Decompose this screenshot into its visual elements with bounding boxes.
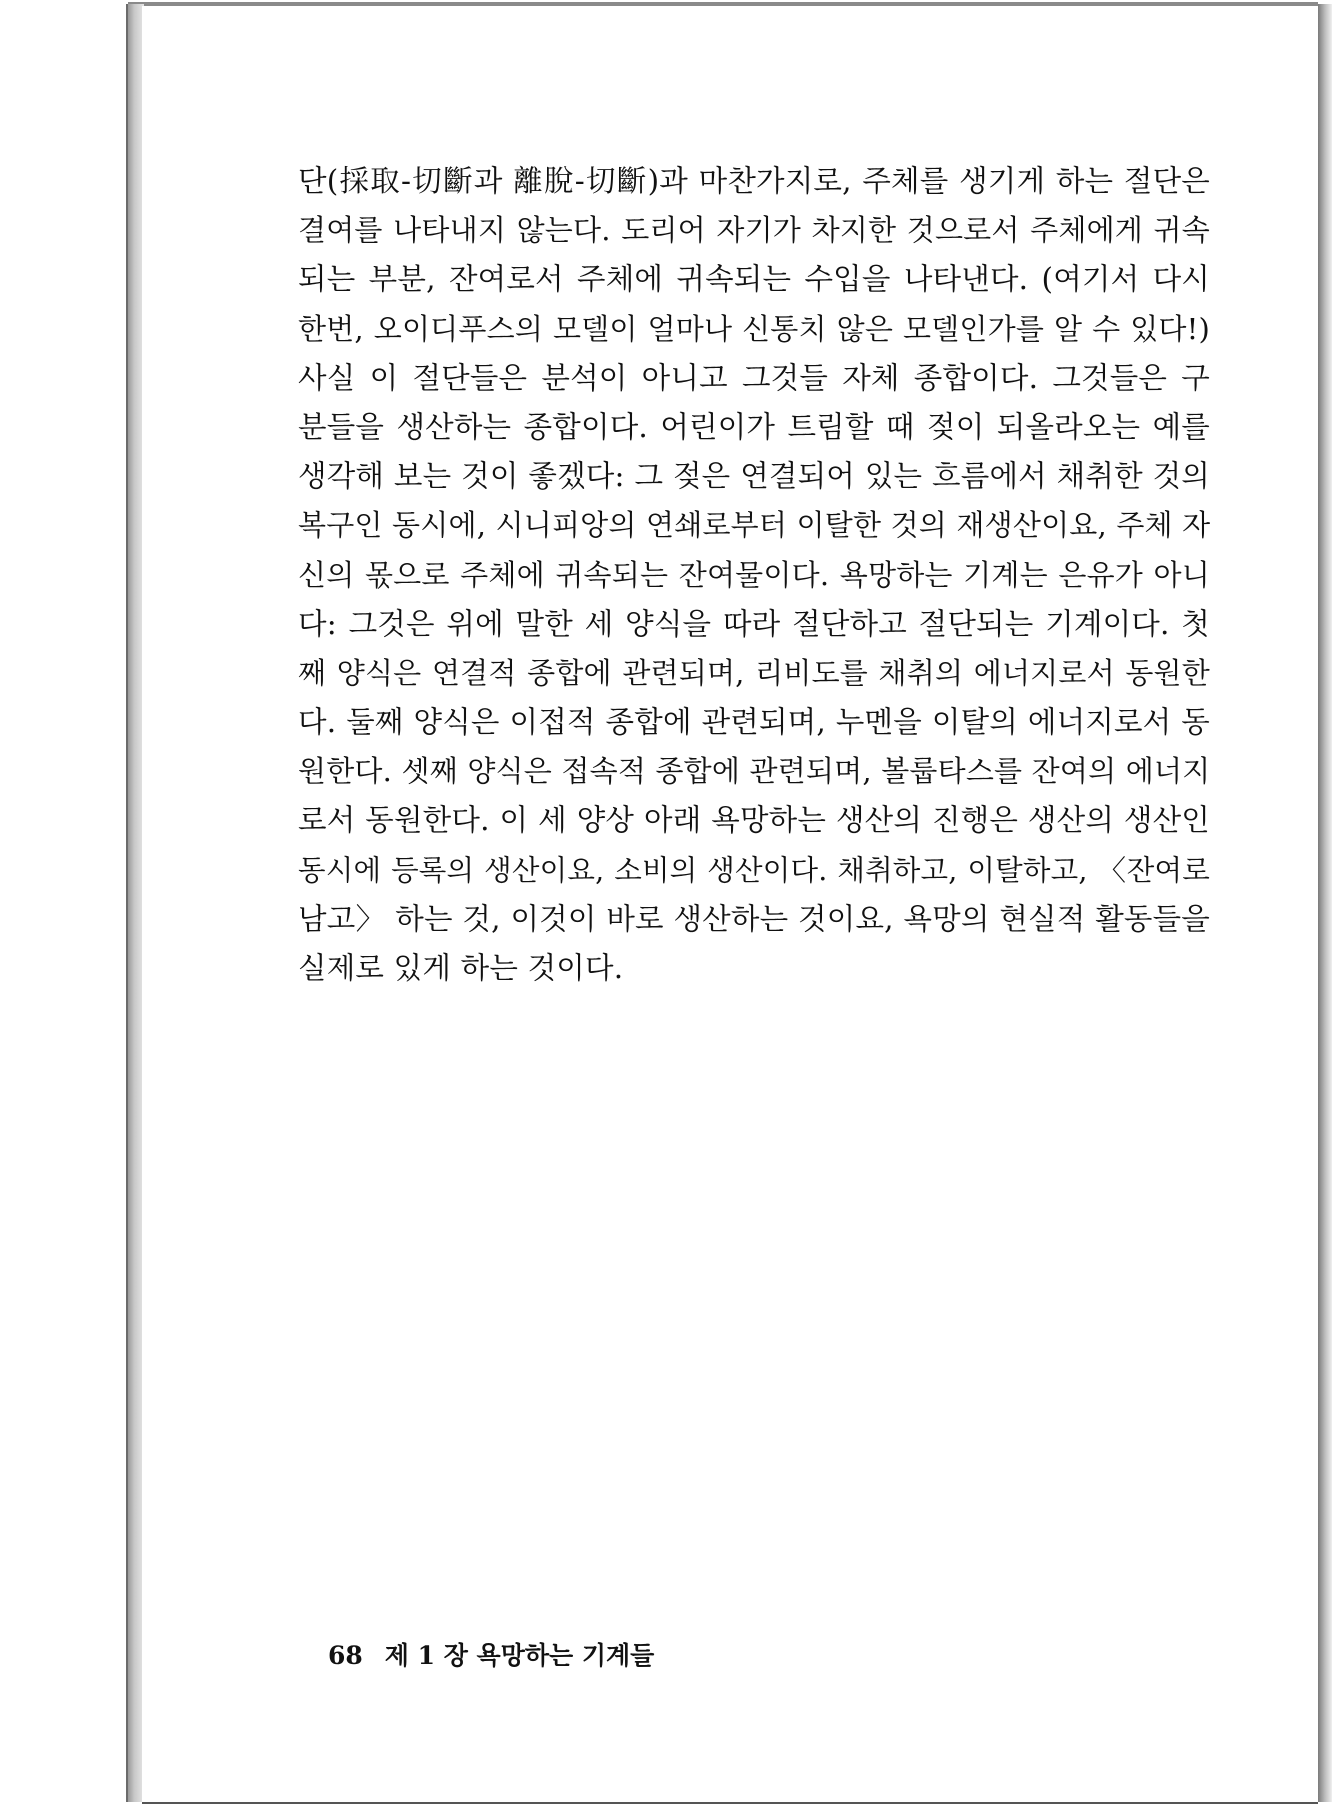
running-chapter-title: 제 1 장 욕망하는 기계들 bbox=[384, 1641, 655, 1670]
text-line: 단(採取-切斷과 離脫-切斷)과 마찬가지로, 주체를 생기게 하는 절단은 bbox=[298, 164, 1210, 198]
text-line: 로서 동원한다. 이 세 양상 아래 욕망하는 생산의 진행은 생산의 생산인 bbox=[298, 803, 1210, 838]
text-line: 다: 그것은 위에 말한 세 양식을 따라 절단하고 절단되는 기계이다. 첫 bbox=[298, 606, 1210, 641]
text-line: 째 양식은 연결적 종합에 관련되며, 리비도를 채취의 에너지로서 동원한 bbox=[298, 655, 1210, 690]
text-line: 복구인 동시에, 시니피앙의 연쇄로부터 이탈한 것의 재생산이요, 주체 자 bbox=[298, 508, 1211, 543]
body-paragraph bbox=[298, 157, 1210, 993]
page-footer bbox=[328, 1636, 654, 1672]
text-line: 신의 몫으로 주체에 귀속되는 잔여물이다. 욕망하는 기계는 은유가 아니 bbox=[298, 557, 1210, 592]
text-line: 동시에 등록의 생산이요, 소비의 생산이다. 채취하고, 이탈하고, 〈잔여로 bbox=[298, 853, 1210, 887]
text-line: 한번, 오이디푸스의 모델이 얼마나 신통치 않은 모델인가를 알 수 있다!) bbox=[298, 311, 1210, 346]
page-right-shadow bbox=[1318, 4, 1332, 1802]
text-line: 결여를 나타내지 않는다. 도리어 자기가 차지한 것으로서 주체에게 귀속 bbox=[298, 213, 1210, 248]
text-line: 되는 부분, 잔여로서 주체에 귀속되는 수입을 나타낸다. (여기서 다시 bbox=[298, 262, 1210, 297]
text-line: 남고〉 하는 것, 이것이 바로 생산하는 것이요, 욕망의 현실적 활동들을 bbox=[298, 901, 1210, 936]
text-line: 실제로 있게 하는 것이다. bbox=[298, 951, 624, 985]
text-line: 다. 둘째 양식은 이접적 종합에 관련되며, 누멘을 이탈의 에너지로서 동 bbox=[298, 705, 1210, 740]
text-line: 원한다. 셋째 양식은 접속적 종합에 관련되며, 볼룹타스를 잔여의 에너지 bbox=[298, 754, 1211, 789]
page-number: 68 bbox=[328, 1641, 363, 1670]
text-line: 사실 이 절단들은 분석이 아니고 그것들 자체 종합이다. 그것들은 구 bbox=[298, 360, 1210, 395]
text-line: 분들을 생산하는 종합이다. 어린이가 트림할 때 젖이 되올라오는 예를 bbox=[298, 409, 1210, 444]
text-line: 생각해 보는 것이 좋겠다: 그 젖은 연결되어 있는 흐름에서 채취한 것의 bbox=[298, 459, 1210, 494]
